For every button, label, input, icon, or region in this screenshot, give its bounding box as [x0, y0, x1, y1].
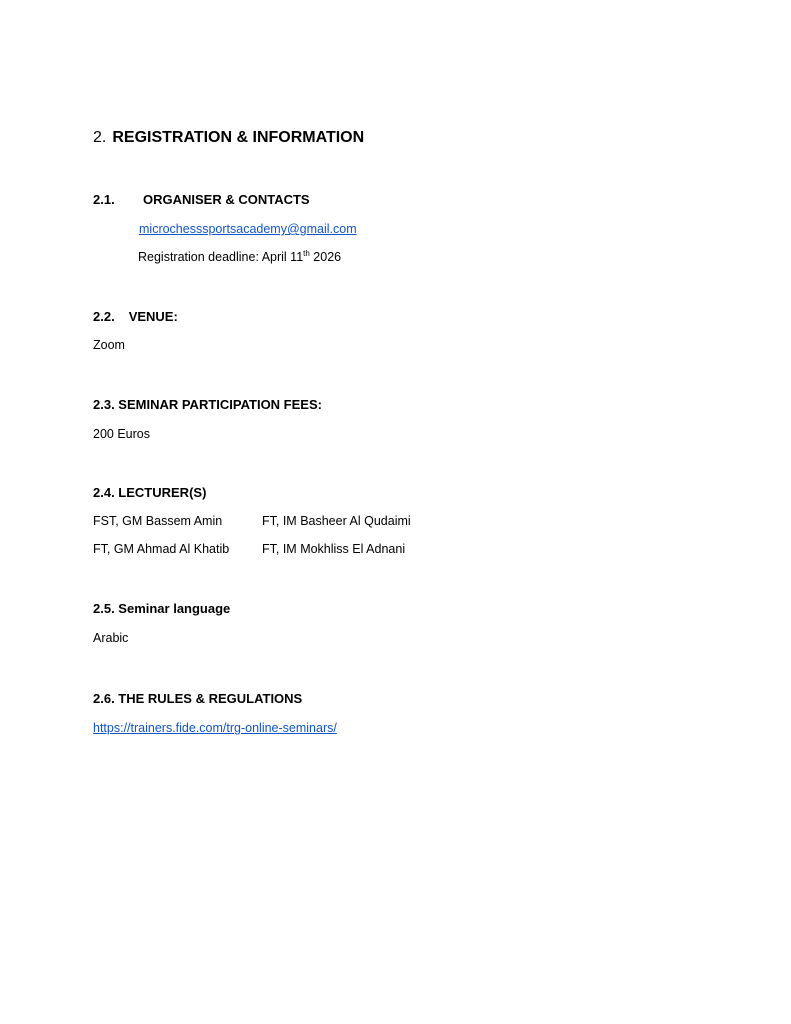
venue-heading	[93, 308, 178, 325]
fees-heading: 2.3. SEMINAR PARTICIPATION FEES:	[93, 397, 322, 412]
organiser-email-link[interactable]: microchesssportsacademy@gmail.com	[139, 222, 357, 236]
fees-value: 200 Euros	[93, 427, 150, 441]
lecturer-name: FT, GM Ahmad Al Khatib	[93, 542, 230, 556]
rules-link[interactable]: https://trainers.fide.com/trg-online-seminars/	[93, 721, 337, 735]
section-number: 2.	[93, 129, 107, 146]
venue-value: Zoom	[93, 338, 125, 352]
lecturer-name: FST, GM Bassem Amin	[93, 514, 223, 528]
rules-heading: 2.6. THE RULES & REGULATIONS	[93, 691, 303, 706]
language-heading: 2.5. Seminar language	[93, 601, 231, 616]
deadline-year: 2026	[309, 250, 342, 264]
section-heading	[93, 128, 364, 148]
venue-number: 2.2.	[93, 309, 115, 324]
registration-deadline	[138, 249, 341, 265]
organiser-heading: ORGANISER & CONTACTS	[143, 192, 310, 207]
language-value: Arabic	[93, 631, 129, 645]
lecturers-heading: 2.4. LECTURER(S)	[93, 485, 207, 500]
lecturer-name: FT, IM Basheer Al Qudaimi	[262, 514, 411, 528]
venue-title: VENUE:	[128, 309, 178, 324]
deadline-ordinal: th	[303, 248, 310, 258]
section-title: REGISTRATION & INFORMATION	[112, 129, 365, 146]
organiser-number: 2.1.	[93, 192, 115, 207]
lecturer-name: FT, IM Mokhliss El Adnani	[262, 542, 406, 556]
deadline-text: Registration deadline: April 11	[138, 250, 304, 264]
